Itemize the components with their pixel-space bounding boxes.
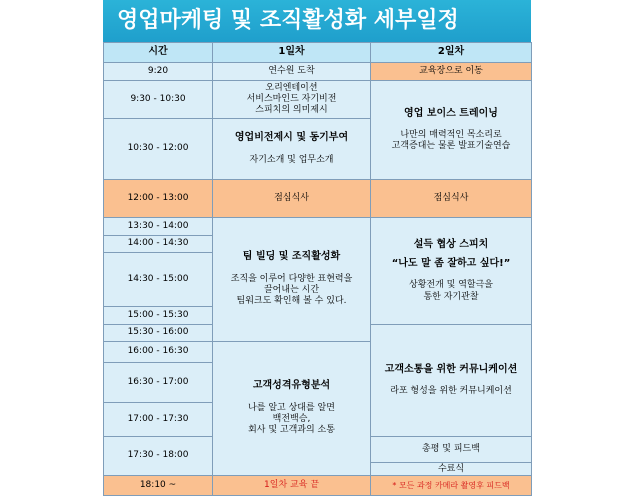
day2-lunch: 점심식사	[371, 180, 532, 218]
day1-personality	[213, 342, 371, 476]
time-cell: 13:30 - 14:00	[104, 218, 213, 236]
team-desc-line: 끌어내는 시간	[263, 285, 320, 296]
time-cell: 16:00 - 16:30	[104, 342, 213, 363]
day2-communication	[371, 325, 532, 437]
schedule-table	[103, 42, 532, 496]
day1-lunch: 점심식사	[213, 180, 371, 218]
table-row	[104, 180, 532, 218]
table-row	[104, 218, 532, 236]
persuade-desc-line: 상황전개 및 역할극을	[409, 280, 493, 291]
day1-team-building	[213, 218, 371, 342]
voice-desc-line: 나만의 매력적인 목소리로	[400, 130, 502, 140]
type-desc-line: 백전백승,	[272, 414, 311, 425]
time-cell: 14:00 - 14:30	[104, 236, 213, 253]
voice-desc-line: 고객증대는 물론 발표기술연습	[391, 141, 511, 152]
table-row	[104, 63, 532, 81]
team-desc-line: 조직을 이루어 다양한 표현력을	[230, 273, 353, 284]
time-cell: 17:30 - 18:00	[104, 437, 213, 476]
vision-desc: 자기소개 및 업무소개	[249, 154, 334, 165]
time-cell: 15:30 - 16:00	[104, 325, 213, 342]
time-cell: 18:10 ~	[104, 476, 213, 496]
time-cell: 16:30 - 17:00	[104, 363, 213, 403]
day1-end: 1일차 교육 끝	[213, 476, 371, 496]
day2-completion: 수료식	[437, 464, 465, 474]
day1-vision	[213, 119, 371, 180]
persuade-quote: “나도 말 좀 잘하고 싶다!”	[391, 257, 511, 269]
day2-move: 교육장으로 이동	[371, 63, 532, 81]
time-cell: 17:00 - 17:30	[104, 403, 213, 437]
persuade-title: 설득 협상 스피치	[413, 239, 489, 251]
orientation-line: 서비스마인드 자기비전	[246, 93, 337, 104]
type-desc-line: 나를 알고 상대를 알면	[248, 402, 335, 413]
header-day2: 2일차	[371, 43, 532, 63]
table-row	[104, 476, 532, 496]
day2-persuasion	[371, 218, 532, 325]
team-desc-line: 팀워크도 확인해 볼 수 있다.	[236, 296, 347, 307]
time-cell: 14:30 - 15:00	[104, 253, 213, 307]
time-cell: 12:00 - 13:00	[104, 180, 213, 218]
persuade-desc-line: 통한 자기관찰	[423, 291, 479, 302]
comm-title: 고객소통을 위한 커뮤니케이션	[384, 363, 518, 375]
header-day1: 1일차	[213, 43, 371, 63]
page-title: 영업마케팅 및 조직활성화 세부일정	[103, 0, 531, 42]
vision-title: 영업비전제시 및 동기부여	[234, 132, 349, 144]
day2-review: 총평 및 피드백	[371, 437, 531, 463]
team-title: 팀 빌딩 및 조직활성화	[242, 251, 341, 263]
day1-orientation	[213, 81, 371, 119]
day2-note: * 모든 과정 카메라 촬영후 피드백	[371, 476, 532, 496]
day2-review-block	[371, 437, 532, 476]
table-header-row	[104, 43, 532, 63]
time-cell: 9:30 - 10:30	[104, 81, 213, 119]
comm-desc: 라포 형성을 위한 커뮤니케이션	[390, 386, 512, 397]
day1-arrival: 연수원 도착	[213, 63, 371, 81]
time-cell: 15:00 - 15:30	[104, 307, 213, 325]
voice-title: 영업 보이스 트레이닝	[404, 107, 498, 119]
type-desc-line: 회사 및 고객과의 소통	[248, 425, 335, 436]
orientation-line: 오리엔테이션	[265, 82, 318, 93]
type-title: 고객성격유형분석	[252, 380, 331, 392]
table-row	[104, 81, 532, 119]
orientation-line: 스피치의 의미제시	[255, 105, 328, 116]
time-cell: 9:20	[104, 63, 213, 81]
day2-voice-training	[371, 81, 532, 180]
header-time: 시간	[104, 43, 213, 63]
time-cell: 10:30 - 12:00	[104, 119, 213, 180]
